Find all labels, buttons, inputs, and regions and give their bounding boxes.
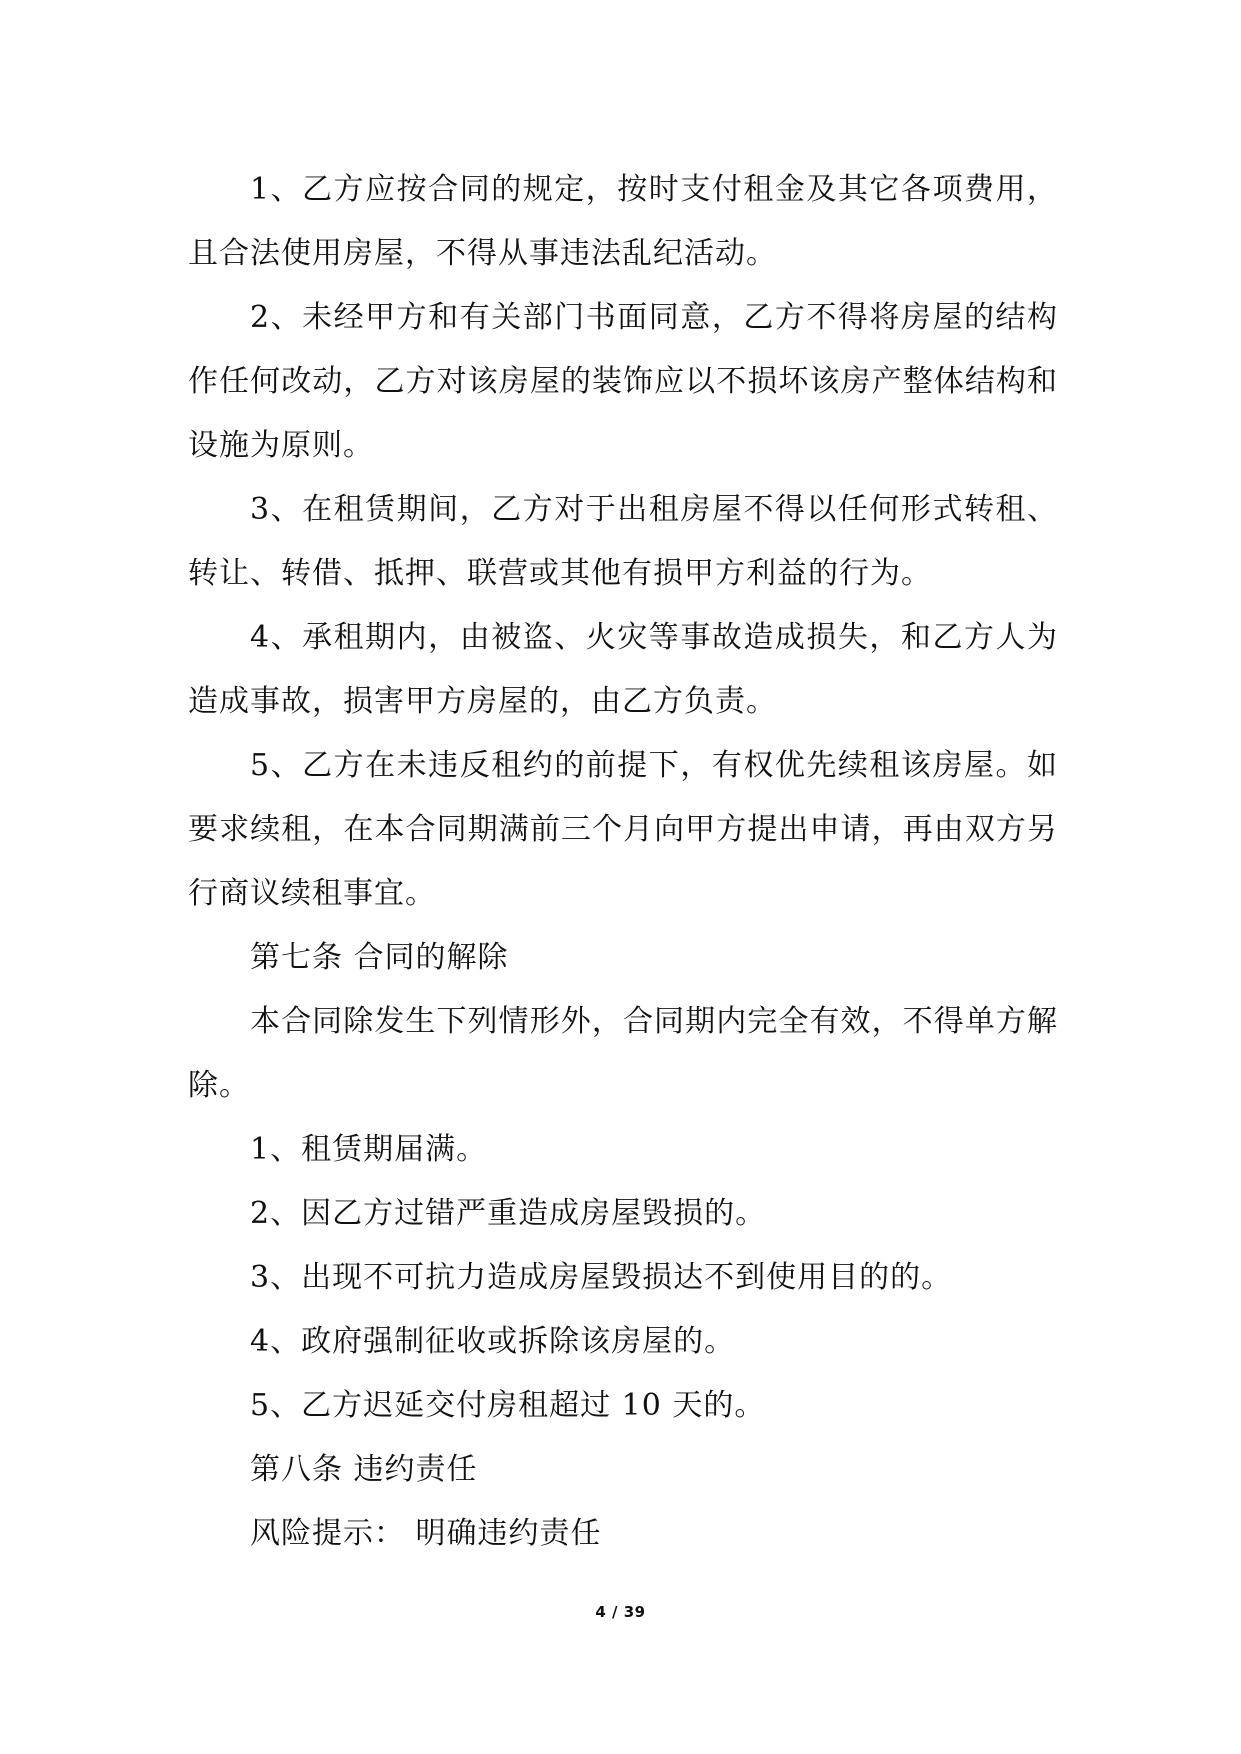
paragraph-termination-1: 1、租赁期届满。 [250,1132,488,1167]
risk-note: 风险提示： 明确违约责任 [250,1516,602,1551]
paragraph-termination-2: 2、因乙方过错严重造成房屋毁损的。 [250,1196,767,1231]
document-body [188,158,1058,1566]
page-number: 4 / 39 [595,1603,646,1621]
paragraph-obligation-2: 2、未经甲方和有关部门书面同意，乙方不得将房屋的结构作任何改动，乙方对该房屋的装饰应以不损坏该房产整体结构和设施为原则。 [188,300,1058,463]
section-heading-article-8: 第八条 违约责任 [250,1452,478,1487]
paragraph-obligation-3: 3、在租赁期间，乙方对于出租房屋不得以任何形式转租、转让、转借、抵押、联营或其他有损甲方利益的行为。 [188,492,1058,591]
paragraph-obligation-4: 4、承租期内，由被盗、火灾等事故造成损失，和乙方人为造成事故，损害甲方房屋的，由乙方负责。 [188,620,1058,719]
paragraph-termination-3: 3、出现不可抗力造成房屋毁损达不到使用目的的。 [250,1260,953,1295]
paragraph-termination-5: 5、乙方迟延交付房租超过 10 天的。 [250,1388,766,1423]
paragraph-termination-intro: 本合同除发生下列情形外，合同期内完全有效，不得单方解除。 [188,1004,1058,1103]
section-heading-article-7: 第七条 合同的解除 [250,940,509,975]
paragraph-obligation-5: 5、乙方在未违反租约的前提下，有权优先续租该房屋。如要求续租，在本合同期满前三个月向甲方提出申请，再由双方另行商议续租事宜。 [188,748,1058,911]
paragraph-termination-4: 4、政府强制征收或拆除该房屋的。 [250,1324,736,1359]
paragraph-obligation-1: 1、乙方应按合同的规定，按时支付租金及其它各项费用，且合法使用房屋，不得从事违法乱纪活动。 [188,172,1058,271]
